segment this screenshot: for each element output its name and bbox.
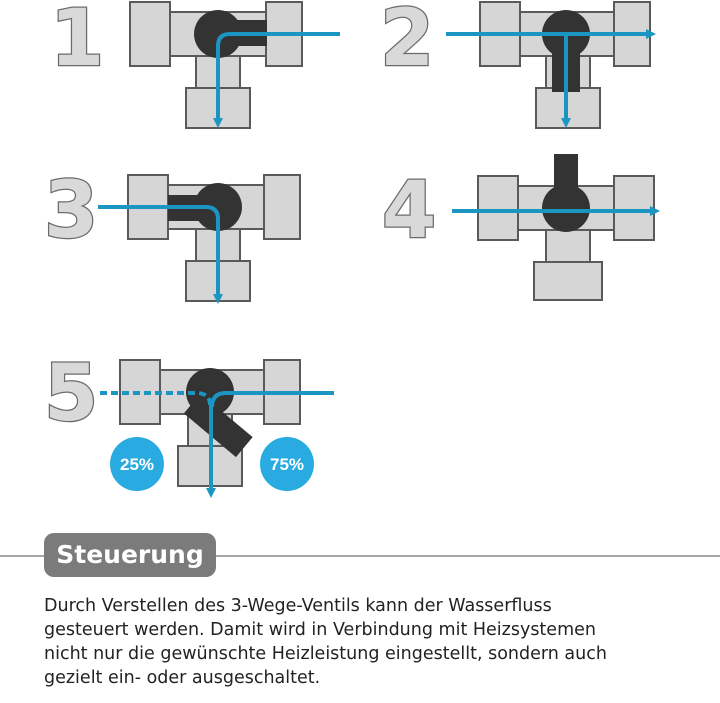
split-percent-left: 25% [119,455,155,474]
valve-diagram-5 [44,349,334,494]
valve-diagram-3 [44,166,300,301]
split-badge-right [260,437,314,491]
step-number-5: 5 [44,349,99,439]
split-badge-left [110,437,164,491]
step-number-3: 3 [44,166,99,256]
section-header: Steuerung [44,533,216,577]
step-number-1: 1 [50,0,105,84]
step-number-2: 2 [380,0,435,84]
split-percent-right: 75% [269,455,305,474]
valve-stem [554,154,578,210]
section-description [44,594,714,690]
description-line-4: gezielt ein- oder ausgeschaltet. [44,668,321,688]
description-line-1: Durch Verstellen des 3-Wege-Ventils kann der Wasserfluss [44,596,552,616]
step-number-4: 4 [382,166,437,256]
valve-diagram-2 [380,0,652,128]
description-line-3: nicht nur die gewünschte Heizleistung eingestellt, sondern auch [44,644,607,664]
valve-diagram-4 [382,154,656,300]
description-line-2: gesteuert werden. Damit wird in Verbindung mit Heizsystemen [44,620,596,640]
valve-diagram-1 [50,0,340,128]
